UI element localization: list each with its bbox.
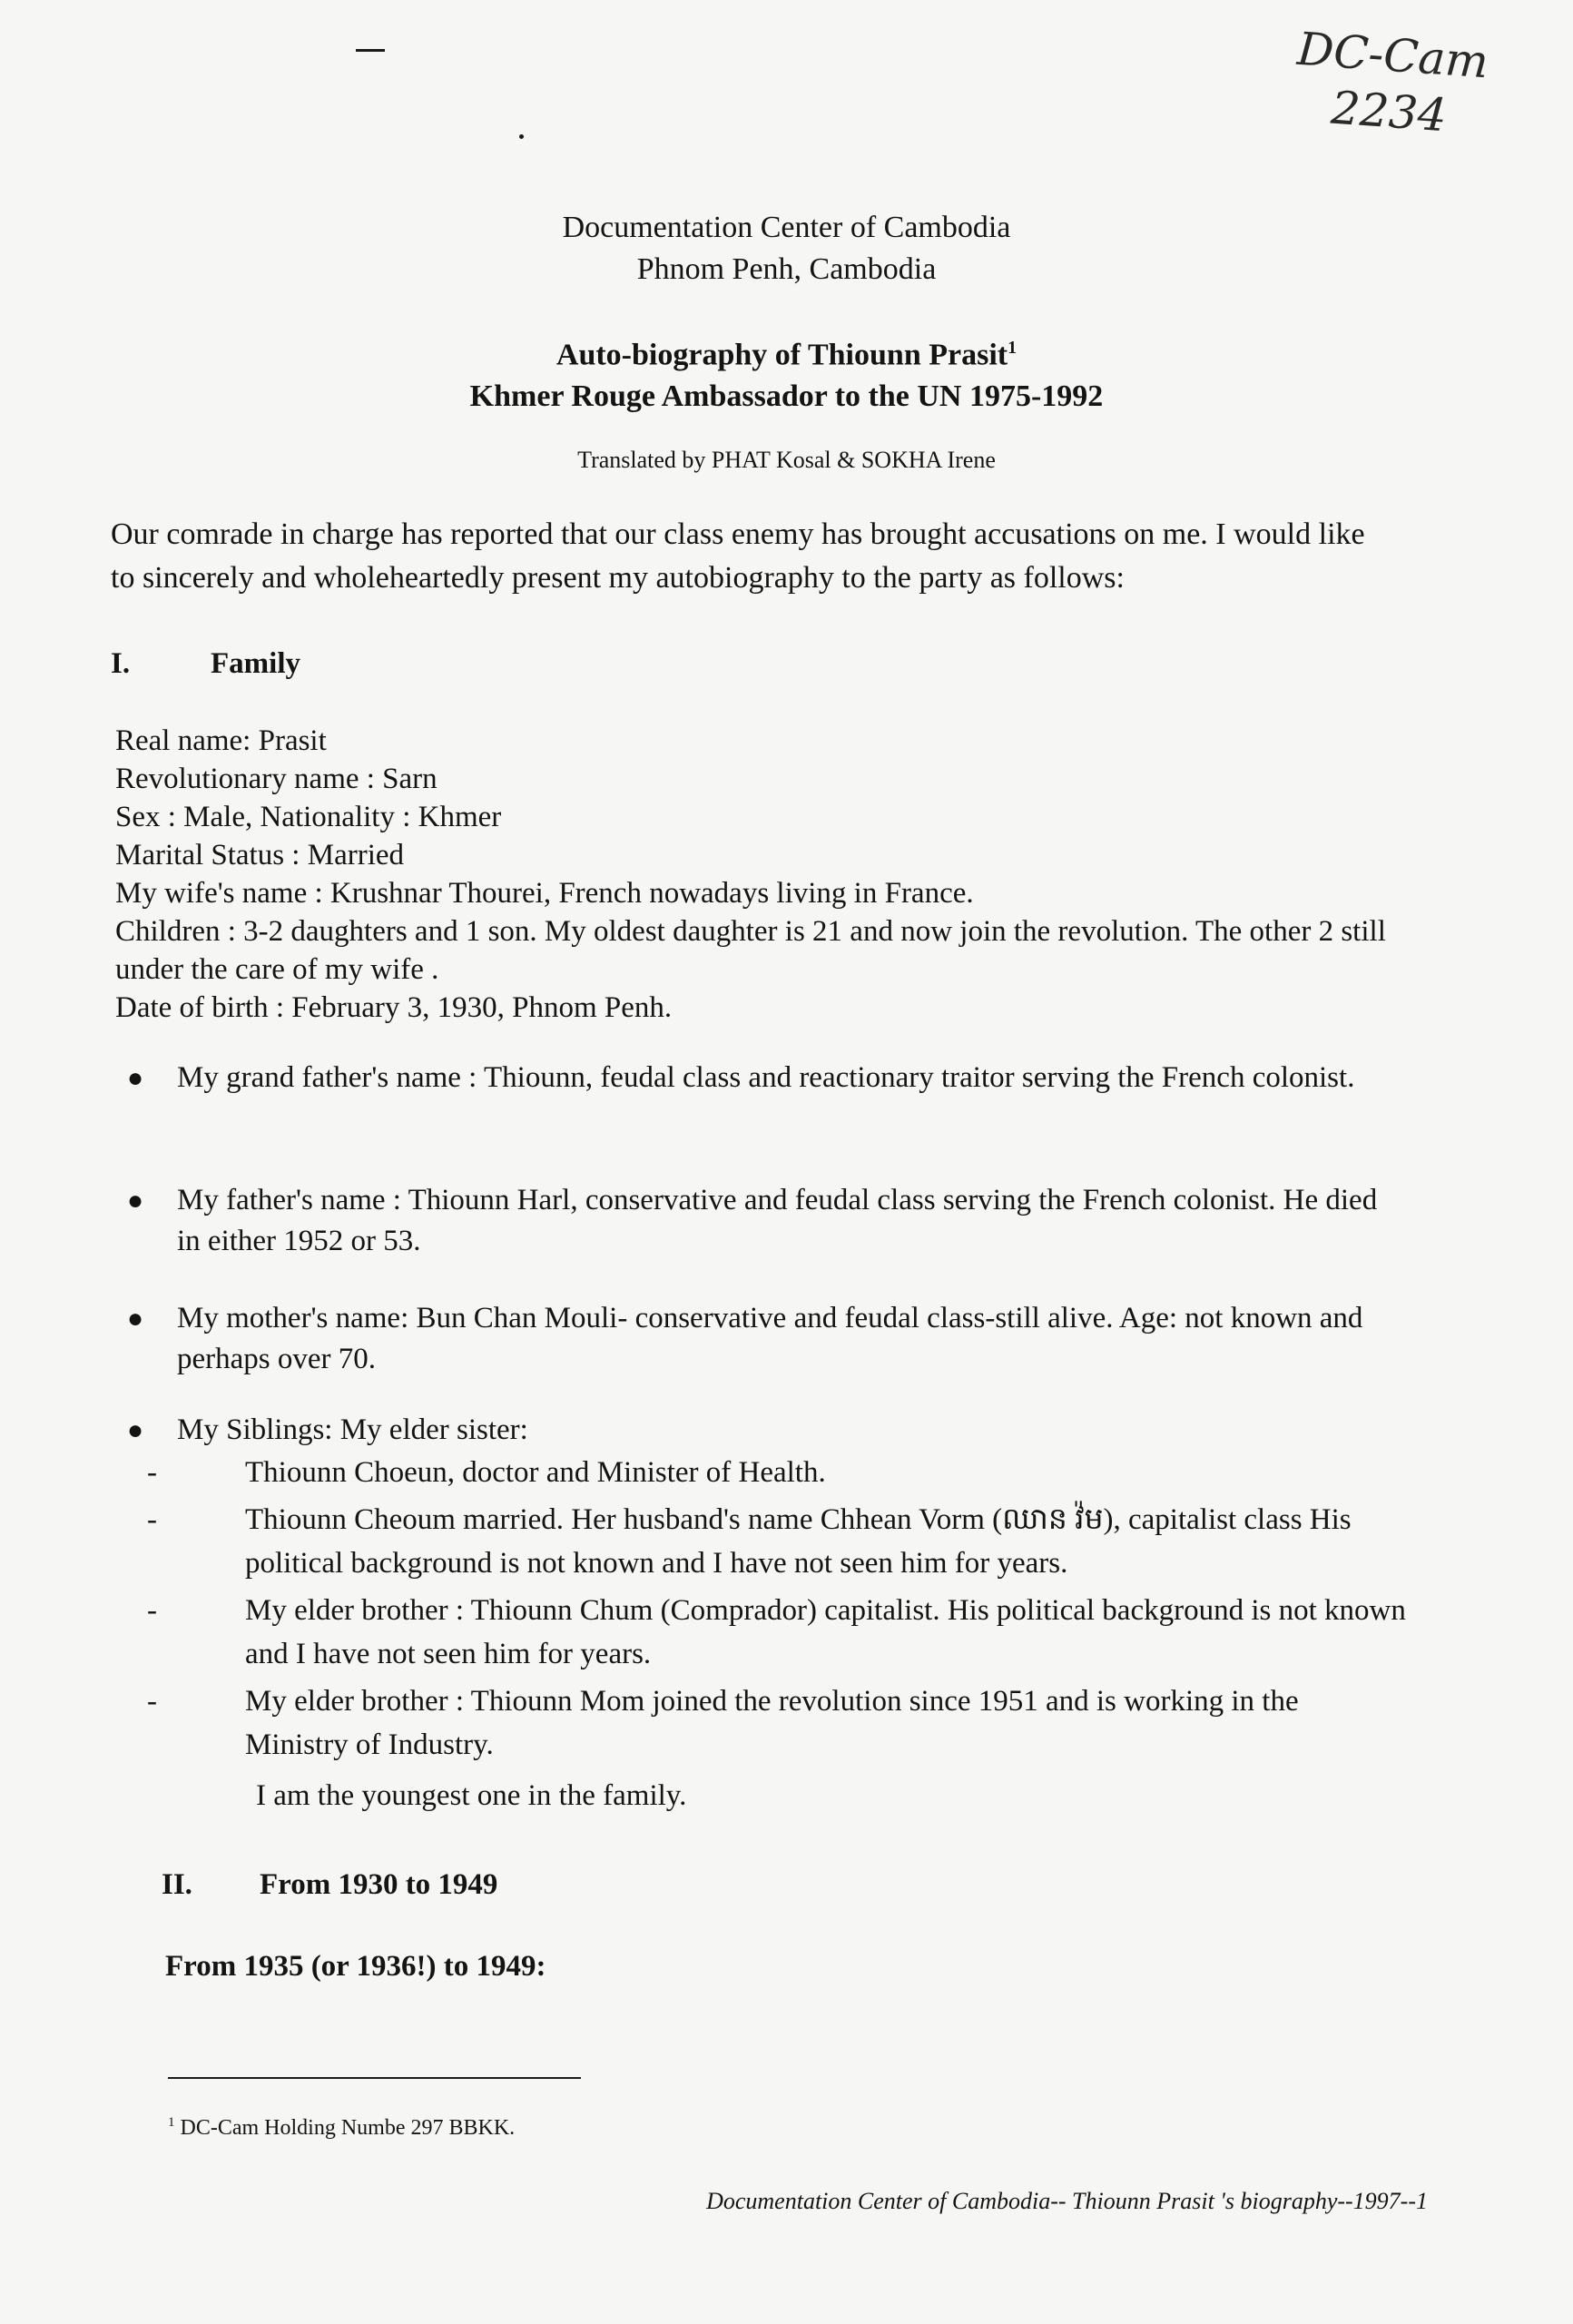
footnote-text: DC-Cam Holding Numbe 297 BBKK. bbox=[180, 2116, 516, 2140]
footnote-divider bbox=[168, 2077, 581, 2079]
fact-line: Sex : Male, Nationality : Khmer bbox=[115, 801, 502, 833]
footnote-marker: 1 bbox=[168, 2115, 175, 2130]
bullet-text: My grand father's name : Thiounn, feudal class and reactionary traitor serving the French colonist. bbox=[177, 1061, 1355, 1094]
fact-line: Date of birth : February 3, 1930, Phnom Penh. bbox=[115, 991, 673, 1024]
header-organization: Documentation Center of Cambodia bbox=[562, 211, 1011, 244]
header-location: Phnom Penh, Cambodia bbox=[636, 252, 937, 286]
fact-line: Revolutionary name : Sarn bbox=[115, 763, 437, 795]
sibling-text: My elder brother : Thiounn Chum (Comprador) capitalist. His political background is not known and I have not seen him for years. bbox=[245, 1594, 1406, 1670]
stray-ink-dot bbox=[519, 134, 524, 139]
intro-paragraph: Our comrade in charge has reported that our class enemy has brought accusations on me. I would like to sincerely and wholeheartedly present my autobiography to the party as follows: bbox=[111, 517, 1365, 595]
section-heading-1930-1949 bbox=[162, 1868, 497, 1902]
bullet-icon: ● bbox=[127, 1063, 144, 1093]
footnote bbox=[168, 2115, 515, 2141]
bullet-item bbox=[127, 1298, 1398, 1380]
dash-icon: - bbox=[147, 1685, 157, 1718]
sibling-text: Thiounn Choeun, doctor and Minister of Health. bbox=[245, 1456, 826, 1489]
bullet-icon: ● bbox=[127, 1186, 144, 1216]
bullet-item bbox=[127, 1180, 1398, 1262]
title-line1 bbox=[0, 327, 1573, 376]
section-heading-family bbox=[111, 647, 300, 681]
dash-icon: - bbox=[147, 1503, 157, 1536]
document-title bbox=[0, 327, 1573, 418]
bullet-icon: ● bbox=[127, 1304, 144, 1334]
fact-line: Marital Status : Married bbox=[115, 839, 405, 872]
bullet-item bbox=[127, 1058, 1398, 1098]
youngest-statement: I am the youngest one in the family. bbox=[256, 1779, 687, 1812]
section-title: Family bbox=[211, 647, 300, 680]
siblings-list bbox=[147, 1451, 1409, 1770]
sibling-text: My elder brother : Thiounn Mom joined the revolution since 1951 and is working in the Ministry of Industry. bbox=[245, 1685, 1299, 1761]
document-header bbox=[0, 207, 1573, 290]
title-text: Auto-biography of Thiounn Prasit bbox=[555, 338, 1008, 372]
section-number: II. bbox=[162, 1868, 192, 1901]
handwritten-label-line1: DC-Cam bbox=[1295, 22, 1490, 89]
sibling-item bbox=[147, 1451, 1409, 1494]
section-number: I. bbox=[111, 647, 131, 680]
bullet-text: My Siblings: My elder sister: bbox=[177, 1413, 528, 1446]
fact-line: Children : 3-2 daughters and 1 son. My oldest daughter is 21 and now join the revolution. The other 2 still under the care of my wife . bbox=[115, 915, 1386, 986]
bullet-text: My mother's name: Bun Chan Mouli- conservative and feudal class-still alive. Age: not known and perhaps over 70. bbox=[177, 1302, 1363, 1375]
page-footer: Documentation Center of Cambodia-- Thiounn Prasit 's biography--1997--1 bbox=[706, 2188, 1428, 2214]
sibling-item bbox=[147, 1589, 1409, 1676]
section-title: From 1930 to 1949 bbox=[260, 1868, 498, 1901]
dash-icon: - bbox=[147, 1594, 157, 1627]
bullet-item bbox=[127, 1410, 1398, 1451]
fact-line: Real name: Prasit bbox=[115, 724, 327, 757]
title-footnote-ref: 1 bbox=[1008, 338, 1018, 358]
bullet-icon: ● bbox=[127, 1415, 144, 1445]
fact-line: My wife's name : Krushnar Thourei, French nowadays living in France. bbox=[115, 877, 974, 910]
stray-ink-mark bbox=[356, 49, 385, 52]
subsection-heading: From 1935 (or 1936!) to 1949: bbox=[165, 1950, 546, 1983]
personal-facts-list bbox=[115, 722, 1395, 1027]
handwritten-label-line2: 2234 bbox=[1329, 81, 1449, 143]
dash-icon: - bbox=[147, 1456, 157, 1489]
sibling-text: Thiounn Cheoum married. Her husband's name Chhean Vorm (ឈាន វ៉ម), capitalist class His political background is not known and I have not seen him for years. bbox=[245, 1503, 1352, 1580]
sibling-item bbox=[147, 1679, 1409, 1767]
translator-credit: Translated by PHAT Kosal & SOKHA Irene bbox=[577, 447, 996, 473]
title-line2: Khmer Rouge Ambassador to the UN 1975-1992 bbox=[469, 379, 1104, 414]
handwritten-archive-label bbox=[1292, 21, 1490, 146]
sibling-item bbox=[147, 1498, 1409, 1585]
bullet-text: My father's name : Thiounn Harl, conservative and feudal class serving the French colonist. He died in either 1952 or 53. bbox=[177, 1184, 1378, 1257]
